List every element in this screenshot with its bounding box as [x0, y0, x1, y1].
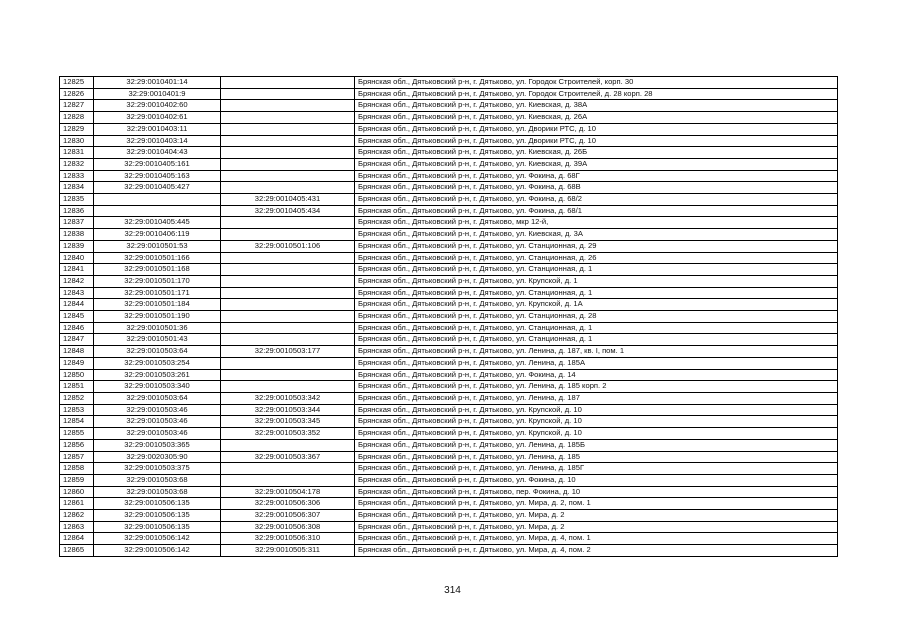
table-row	[60, 182, 838, 194]
registry-table	[59, 76, 838, 557]
cadastral-number-2-cell	[221, 147, 355, 159]
table-row	[60, 369, 838, 381]
cadastral-number-2-cell	[221, 112, 355, 124]
cadastral-number-2-cell	[221, 381, 355, 393]
cadastral-number-cell	[94, 194, 221, 206]
row-number-cell: 12849	[60, 357, 94, 369]
table-row	[60, 322, 838, 334]
row-number-cell: 12832	[60, 158, 94, 170]
row-number-cell: 12841	[60, 264, 94, 276]
table-row	[60, 334, 838, 346]
cadastral-number-2-cell	[221, 135, 355, 147]
cadastral-number-cell: 32:29:0010503:365	[94, 439, 221, 451]
table-row	[60, 252, 838, 264]
cadastral-number-cell: 32:29:0010503:46	[94, 416, 221, 428]
table-row	[60, 147, 838, 159]
address-cell: Брянская обл., Дятьковский р-н, г. Дятьково, ул. Станционная, д. 1	[355, 287, 838, 299]
cadastral-number-cell: 32:29:0010503:375	[94, 463, 221, 475]
row-number-cell: 12827	[60, 100, 94, 112]
cadastral-number-cell: 32:29:0010501:43	[94, 334, 221, 346]
cadastral-number-2-cell	[221, 88, 355, 100]
cadastral-number-cell: 32:29:0010501:184	[94, 299, 221, 311]
cadastral-number-2-cell	[221, 463, 355, 475]
address-cell: Брянская обл., Дятьковский р-н, г. Дятьково, ул. Мира, д. 2	[355, 510, 838, 522]
row-number-cell: 12843	[60, 287, 94, 299]
cadastral-number-2-cell: 32:29:0010405:431	[221, 194, 355, 206]
cadastral-number-2-cell: 32:29:0010503:367	[221, 451, 355, 463]
cadastral-number-cell: 32:29:0010405:445	[94, 217, 221, 229]
table-row	[60, 194, 838, 206]
table-row	[60, 416, 838, 428]
cadastral-number-cell: 32:29:0010506:135	[94, 498, 221, 510]
table-row	[60, 240, 838, 252]
cadastral-number-cell: 32:29:0010503:64	[94, 392, 221, 404]
table-row	[60, 77, 838, 89]
cadastral-number-2-cell: 32:29:0010506:310	[221, 533, 355, 545]
table-row	[60, 474, 838, 486]
cadastral-number-cell: 32:29:0010402:61	[94, 112, 221, 124]
cadastral-number-cell: 32:29:0010503:340	[94, 381, 221, 393]
table-row	[60, 451, 838, 463]
cadastral-number-cell: 32:29:0010501:36	[94, 322, 221, 334]
cadastral-number-2-cell	[221, 287, 355, 299]
cadastral-number-2-cell	[221, 299, 355, 311]
cadastral-number-cell: 32:29:0010501:170	[94, 275, 221, 287]
table-row	[60, 311, 838, 323]
cadastral-number-cell: 32:29:0010501:166	[94, 252, 221, 264]
cadastral-number-2-cell	[221, 369, 355, 381]
table-row	[60, 439, 838, 451]
row-number-cell: 12836	[60, 205, 94, 217]
row-number-cell: 12858	[60, 463, 94, 475]
cadastral-number-2-cell	[221, 170, 355, 182]
cadastral-number-2-cell	[221, 182, 355, 194]
address-cell: Брянская обл., Дятьковский р-н, г. Дятьково, ул. Крупской, д. 10	[355, 428, 838, 440]
cadastral-number-cell: 32:29:0010506:135	[94, 510, 221, 522]
cadastral-number-cell: 32:29:0010405:161	[94, 158, 221, 170]
row-number-cell: 12828	[60, 112, 94, 124]
row-number-cell: 12840	[60, 252, 94, 264]
address-cell: Брянская обл., Дятьковский р-н, г. Дятьково, ул. Крупской, д. 10	[355, 416, 838, 428]
address-cell: Брянская обл., Дятьковский р-н, г. Дятьково, ул. Станционная, д. 28	[355, 311, 838, 323]
row-number-cell: 12842	[60, 275, 94, 287]
table-row	[60, 100, 838, 112]
row-number-cell: 12839	[60, 240, 94, 252]
registry-table-body	[60, 77, 838, 557]
cadastral-number-cell: 32:29:0010503:261	[94, 369, 221, 381]
address-cell: Брянская обл., Дятьковский р-н, г. Дятьково, ул. Киевская, д. 26А	[355, 112, 838, 124]
cadastral-number-2-cell	[221, 229, 355, 241]
table-row	[60, 533, 838, 545]
cadastral-number-cell: 32:29:0010403:14	[94, 135, 221, 147]
row-number-cell: 12864	[60, 533, 94, 545]
row-number-cell: 12857	[60, 451, 94, 463]
table-row	[60, 112, 838, 124]
cadastral-number-2-cell	[221, 311, 355, 323]
address-cell: Брянская обл., Дятьковский р-н, г. Дятьково, ул. Мира, д. 4, пом. 1	[355, 533, 838, 545]
table-row	[60, 299, 838, 311]
cadastral-number-2-cell: 32:29:0010505:311	[221, 545, 355, 557]
table-row	[60, 264, 838, 276]
cadastral-number-2-cell	[221, 100, 355, 112]
row-number-cell: 12833	[60, 170, 94, 182]
table-row	[60, 510, 838, 522]
cadastral-number-cell: 32:29:0010506:135	[94, 521, 221, 533]
cadastral-number-cell: 32:29:0010503:46	[94, 428, 221, 440]
cadastral-number-cell: 32:29:0010503:254	[94, 357, 221, 369]
row-number-cell: 12846	[60, 322, 94, 334]
table-row	[60, 381, 838, 393]
address-cell: Брянская обл., Дятьковский р-н, г. Дятьково, ул. Крупской, д. 10	[355, 404, 838, 416]
address-cell: Брянская обл., Дятьковский р-н, г. Дятьково, пер. Фокина, д. 10	[355, 486, 838, 498]
address-cell: Брянская обл., Дятьковский р-н, г. Дятьково, ул. Фокина, д. 68/1	[355, 205, 838, 217]
table-row	[60, 428, 838, 440]
cadastral-number-2-cell	[221, 334, 355, 346]
address-cell: Брянская обл., Дятьковский р-н, г. Дятьково, ул. Ленина, д. 187, кв. I, пом. 1	[355, 346, 838, 358]
cadastral-number-2-cell	[221, 275, 355, 287]
row-number-cell: 12852	[60, 392, 94, 404]
row-number-cell: 12830	[60, 135, 94, 147]
row-number-cell: 12831	[60, 147, 94, 159]
row-number-cell: 12859	[60, 474, 94, 486]
address-cell: Брянская обл., Дятьковский р-н, г. Дятьково, ул. Станционная, д. 1	[355, 322, 838, 334]
table-row	[60, 404, 838, 416]
cadastral-number-cell: 32:29:0010403:11	[94, 123, 221, 135]
cadastral-number-2-cell: 32:29:0010503:352	[221, 428, 355, 440]
cadastral-number-cell: 32:29:0010501:190	[94, 311, 221, 323]
table-row	[60, 170, 838, 182]
cadastral-number-2-cell	[221, 474, 355, 486]
row-number-cell: 12838	[60, 229, 94, 241]
address-cell: Брянская обл., Дятьковский р-н, г. Дятьково, ул. Крупской, д. 1	[355, 275, 838, 287]
cadastral-number-cell: 32:29:0010401:9	[94, 88, 221, 100]
address-cell: Брянская обл., Дятьковский р-н, г. Дятьково, ул. Станционная, д. 1	[355, 334, 838, 346]
row-number-cell: 12861	[60, 498, 94, 510]
row-number-cell: 12844	[60, 299, 94, 311]
table-row	[60, 229, 838, 241]
cadastral-number-cell: 32:29:0010501:168	[94, 264, 221, 276]
cadastral-number-cell: 32:29:0010405:427	[94, 182, 221, 194]
address-cell: Брянская обл., Дятьковский р-н, г. Дятьково, ул. Ленина, д. 185Б	[355, 439, 838, 451]
row-number-cell: 12829	[60, 123, 94, 135]
address-cell: Брянская обл., Дятьковский р-н, г. Дятьково, ул. Станционная, д. 26	[355, 252, 838, 264]
table-row	[60, 486, 838, 498]
cadastral-number-2-cell: 32:29:0010503:345	[221, 416, 355, 428]
cadastral-number-2-cell: 32:29:0010506:306	[221, 498, 355, 510]
address-cell: Брянская обл., Дятьковский р-н, г. Дятьково, ул. Киевская, д. 26Б	[355, 147, 838, 159]
address-cell: Брянская обл., Дятьковский р-н, г. Дятьково, ул. Дворики РТС, д. 10	[355, 135, 838, 147]
row-number-cell: 12845	[60, 311, 94, 323]
address-cell: Брянская обл., Дятьковский р-н, г. Дятьково, ул. Киевская, д. 3А	[355, 229, 838, 241]
address-cell: Брянская обл., Дятьковский р-н, г. Дятьково, ул. Киевская, д. 39А	[355, 158, 838, 170]
cadastral-number-cell: 32:29:0010503:64	[94, 346, 221, 358]
cadastral-number-2-cell: 32:29:0010504:178	[221, 486, 355, 498]
row-number-cell: 12837	[60, 217, 94, 229]
row-number-cell: 12850	[60, 369, 94, 381]
address-cell: Брянская обл., Дятьковский р-н, г. Дятьково, ул. Ленина, д. 185А	[355, 357, 838, 369]
row-number-cell: 12853	[60, 404, 94, 416]
cadastral-number-cell: 32:29:0010506:142	[94, 533, 221, 545]
cadastral-number-2-cell: 32:29:0010506:307	[221, 510, 355, 522]
table-row	[60, 521, 838, 533]
row-number-cell: 12860	[60, 486, 94, 498]
cadastral-number-2-cell	[221, 217, 355, 229]
cadastral-number-2-cell	[221, 123, 355, 135]
address-cell: Брянская обл., Дятьковский р-н, г. Дятьково, ул. Мира, д. 4, пом. 2	[355, 545, 838, 557]
address-cell: Брянская обл., Дятьковский р-н, г. Дятьково, ул. Городок Строителей, д. 28 корп. 28	[355, 88, 838, 100]
cadastral-number-cell: 32:29:0010506:142	[94, 545, 221, 557]
cadastral-number-cell: 32:29:0010501:53	[94, 240, 221, 252]
table-row	[60, 545, 838, 557]
row-number-cell: 12848	[60, 346, 94, 358]
cadastral-number-cell: 32:29:0010406:119	[94, 229, 221, 241]
address-cell: Брянская обл., Дятьковский р-н, г. Дятьково, ул. Фокина, д. 68В	[355, 182, 838, 194]
address-cell: Брянская обл., Дятьковский р-н, г. Дятьково, ул. Ленина, д. 187	[355, 392, 838, 404]
address-cell: Брянская обл., Дятьковский р-н, г. Дятьково, ул. Крупской, д. 1А	[355, 299, 838, 311]
cadastral-number-cell: 32:29:0010503:68	[94, 486, 221, 498]
table-row	[60, 463, 838, 475]
table-row	[60, 392, 838, 404]
row-number-cell: 12826	[60, 88, 94, 100]
table-row	[60, 217, 838, 229]
row-number-cell: 12855	[60, 428, 94, 440]
address-cell: Брянская обл., Дятьковский р-н, г. Дятьково, ул. Мира, д. 2	[355, 521, 838, 533]
cadastral-number-2-cell: 32:29:0010501:106	[221, 240, 355, 252]
cadastral-number-cell: 32:29:0010401:14	[94, 77, 221, 89]
address-cell: Брянская обл., Дятьковский р-н, г. Дятьково, ул. Мира, д. 2, пом. 1	[355, 498, 838, 510]
row-number-cell: 12851	[60, 381, 94, 393]
table-row	[60, 158, 838, 170]
address-cell: Брянская обл., Дятьковский р-н, г. Дятьково, ул. Фокина, д. 14	[355, 369, 838, 381]
cadastral-number-2-cell	[221, 439, 355, 451]
table-row	[60, 346, 838, 358]
cadastral-number-2-cell: 32:29:0010503:342	[221, 392, 355, 404]
cadastral-number-2-cell: 32:29:0010503:344	[221, 404, 355, 416]
row-number-cell: 12862	[60, 510, 94, 522]
table-row	[60, 135, 838, 147]
cadastral-number-2-cell	[221, 77, 355, 89]
address-cell: Брянская обл., Дятьковский р-н, г. Дятьково, ул. Станционная, д. 29	[355, 240, 838, 252]
address-cell: Брянская обл., Дятьковский р-н, г. Дятьково, ул. Ленина, д. 185 корп. 2	[355, 381, 838, 393]
cadastral-number-2-cell: 32:29:0010503:177	[221, 346, 355, 358]
cadastral-number-cell: 32:29:0010404:43	[94, 147, 221, 159]
address-cell: Брянская обл., Дятьковский р-н, г. Дятьково, мкр 12-й,	[355, 217, 838, 229]
cadastral-number-2-cell	[221, 357, 355, 369]
row-number-cell: 12847	[60, 334, 94, 346]
table-row	[60, 287, 838, 299]
cadastral-number-cell	[94, 205, 221, 217]
address-cell: Брянская обл., Дятьковский р-н, г. Дятьково, ул. Фокина, д. 68/2	[355, 194, 838, 206]
row-number-cell: 12834	[60, 182, 94, 194]
table-row	[60, 123, 838, 135]
row-number-cell: 12865	[60, 545, 94, 557]
address-cell: Брянская обл., Дятьковский р-н, г. Дятьково, ул. Фокина, д. 68Г	[355, 170, 838, 182]
cadastral-number-2-cell	[221, 264, 355, 276]
page-number: 314	[444, 585, 461, 596]
row-number-cell: 12854	[60, 416, 94, 428]
table-row	[60, 205, 838, 217]
cadastral-number-cell: 32:29:0010503:68	[94, 474, 221, 486]
row-number-cell: 12835	[60, 194, 94, 206]
cadastral-number-2-cell	[221, 252, 355, 264]
cadastral-number-2-cell: 32:29:0010405:434	[221, 205, 355, 217]
cadastral-number-2-cell: 32:29:0010506:308	[221, 521, 355, 533]
table-row	[60, 357, 838, 369]
row-number-cell: 12863	[60, 521, 94, 533]
table-row	[60, 88, 838, 100]
address-cell: Брянская обл., Дятьковский р-н, г. Дятьково, ул. Городок Строителей, корп. 30	[355, 77, 838, 89]
address-cell: Брянская обл., Дятьковский р-н, г. Дятьково, ул. Ленина, д. 185Г	[355, 463, 838, 475]
address-cell: Брянская обл., Дятьковский р-н, г. Дятьково, ул. Ленина, д. 185	[355, 451, 838, 463]
cadastral-number-cell: 32:29:0010501:171	[94, 287, 221, 299]
address-cell: Брянская обл., Дятьковский р-н, г. Дятьково, ул. Киевская, д. 38А	[355, 100, 838, 112]
cadastral-number-cell: 32:29:0010402:60	[94, 100, 221, 112]
table-row	[60, 275, 838, 287]
address-cell: Брянская обл., Дятьковский р-н, г. Дятьково, ул. Станционная, д. 1	[355, 264, 838, 276]
cadastral-number-cell: 32:29:0010503:46	[94, 404, 221, 416]
row-number-cell: 12825	[60, 77, 94, 89]
table-row	[60, 498, 838, 510]
address-cell: Брянская обл., Дятьковский р-н, г. Дятьково, ул. Дворики РТС, д. 10	[355, 123, 838, 135]
row-number-cell: 12856	[60, 439, 94, 451]
cadastral-number-2-cell	[221, 158, 355, 170]
cadastral-number-cell: 32:29:0020305:90	[94, 451, 221, 463]
address-cell: Брянская обл., Дятьковский р-н, г. Дятьково, ул. Фокина, д. 10	[355, 474, 838, 486]
cadastral-number-2-cell	[221, 322, 355, 334]
cadastral-number-cell: 32:29:0010405:163	[94, 170, 221, 182]
